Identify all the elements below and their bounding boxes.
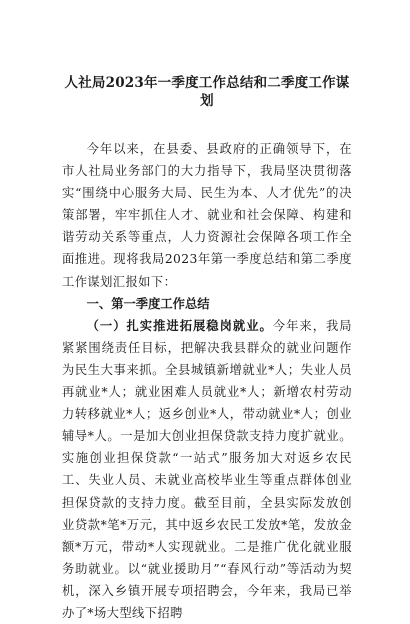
intro-paragraph: 今年以来，在县委、县政府的正确领导下，在市人社局业务部门的大力指导下，我局坚决贯彻落实“围绕中心服务大局、民生为本、人才优先”的决策部署，牢牢抓住人才、就业和社会保障、构建和谐劳动关系等重点，人力资源社会保障各项工作全面推进。现将我局2023年第一季度总结和第二季度工作谋划汇报如下：	[62, 142, 352, 289]
subsection-heading: （一）扎实推进拓展稳岗就业。	[86, 317, 273, 333]
subsection-body: 今年来，我局紧紧围绕责任目标，把解决我县群众的就业问题作为民生大事来抓。全县城镇新增就业*人；失业人员再就业*人；就业困难人员就业*人；新增农村劳动力转移就业*人；返乡创业*人，带动就业*人；创业辅导*人。一是加大创业担保贷款支持力度扩就业。实施创业担保贷款“一站式”服务加大对返乡农民工、失业人员、未就业高校毕业生等重点群体创业担保贷款的支持力度。截至目前，全县实际发放创业贷款*笔*万元，其中返乡农民工发放*笔，发放金额*万元，带动*人实现就业。二是推广优化就业服务助就业。以“就业援助月”“春风行动”等活动为契机，深入乡镇开展专项招聘会，今年来，我局已举办了*场大型线下招聘	[62, 318, 352, 620]
section-heading: 一、第一季度工作总结	[86, 296, 210, 311]
subsection-paragraph	[62, 315, 352, 624]
document-title: 人社局2023年一季度工作总结和二季度工作谋划	[64, 75, 350, 109]
